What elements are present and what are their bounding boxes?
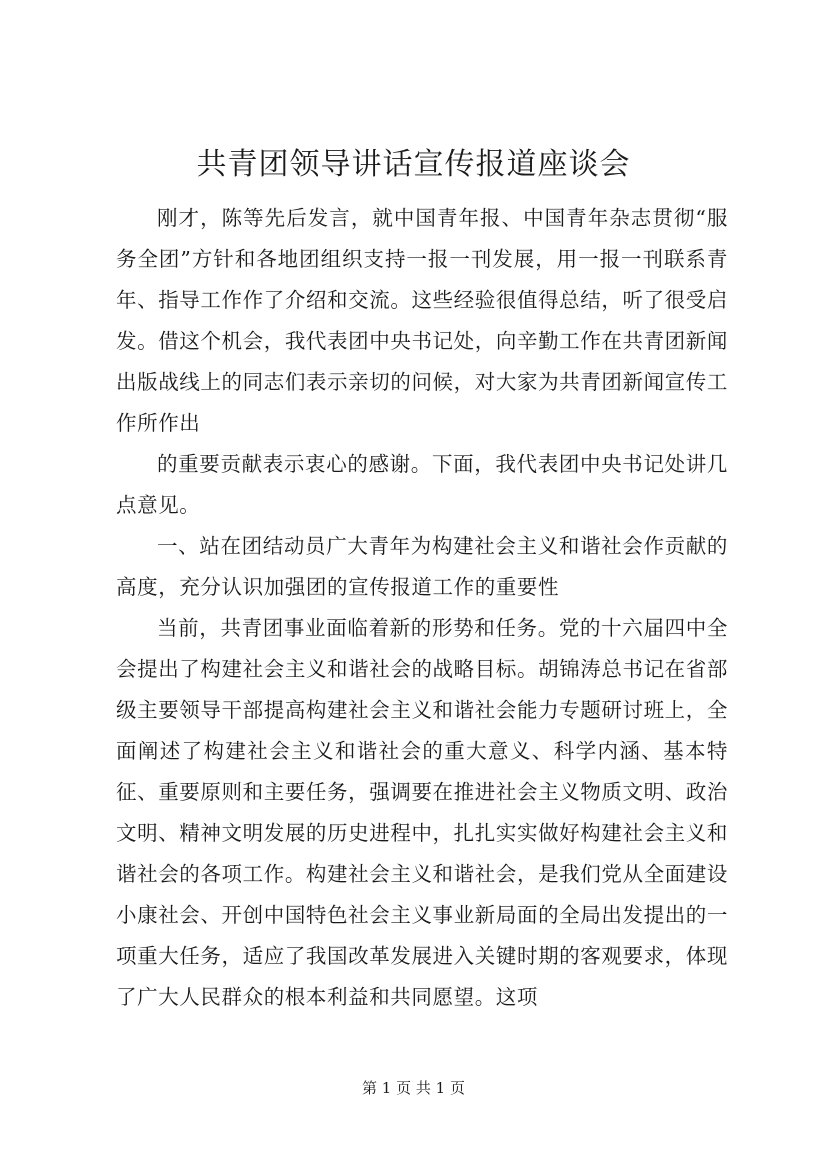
paragraph-opening: 刚才，陈等先后发言，就中国青年报、中国青年杂志贯彻“服务全团”方针和各地团组织支持一报一刊发展，用一报一刊联系青年、指导工作作了介绍和交流。这些经验很值得总结，听了很受启发。借这个机会，我代表团中央书记处，向辛勤工作在共青团新闻出版战线上的同志们表示亲切的问候，对大家为共青团新闻宣传工作所作出 — [116, 206, 728, 435]
document-title: 共青团领导讲话宣传报道座谈会 — [196, 147, 631, 182]
paragraph-current-situation: 当前，共青团事业面临着新的形势和任务。党的十六届四中全会提出了构建社会主义和谐社会的战略目标。胡锦涛总书记在省部级主要领导干部提高构建社会主义和谐社会能力专题研讨班上，全面阐述了构建社会主义和谐社会的重大意义、科学内涵、基本特征、重要原则和主要任务，强调要在推进社会主义物质文明、政治文明、精神文明发展的历史进程中，扎扎实实做好构建社会主义和谐社会的各项工作。构建社会主义和谐社会，是我们党从全面建设小康社会、开创中国特色社会主义事业新局面的全局出发提出的一项重大任务，适应了我国改革发展进入关键时期的客观要求，体现了广大人民群众的根本利益和共同愿望。这项 — [116, 616, 728, 1009]
page-footer: 第 1 页 共 1 页 — [362, 1079, 465, 1097]
paragraph-thanks: 的重要贡献表示衷心的感谢。下面，我代表团中央书记处讲几点意见。 — [116, 452, 728, 517]
section-heading-one: 一、站在团结动员广大青年为构建社会主义和谐社会作贡献的高度，充分认识加强团的宣传报道工作的重要性 — [116, 534, 728, 599]
document-body — [116, 198, 728, 1018]
